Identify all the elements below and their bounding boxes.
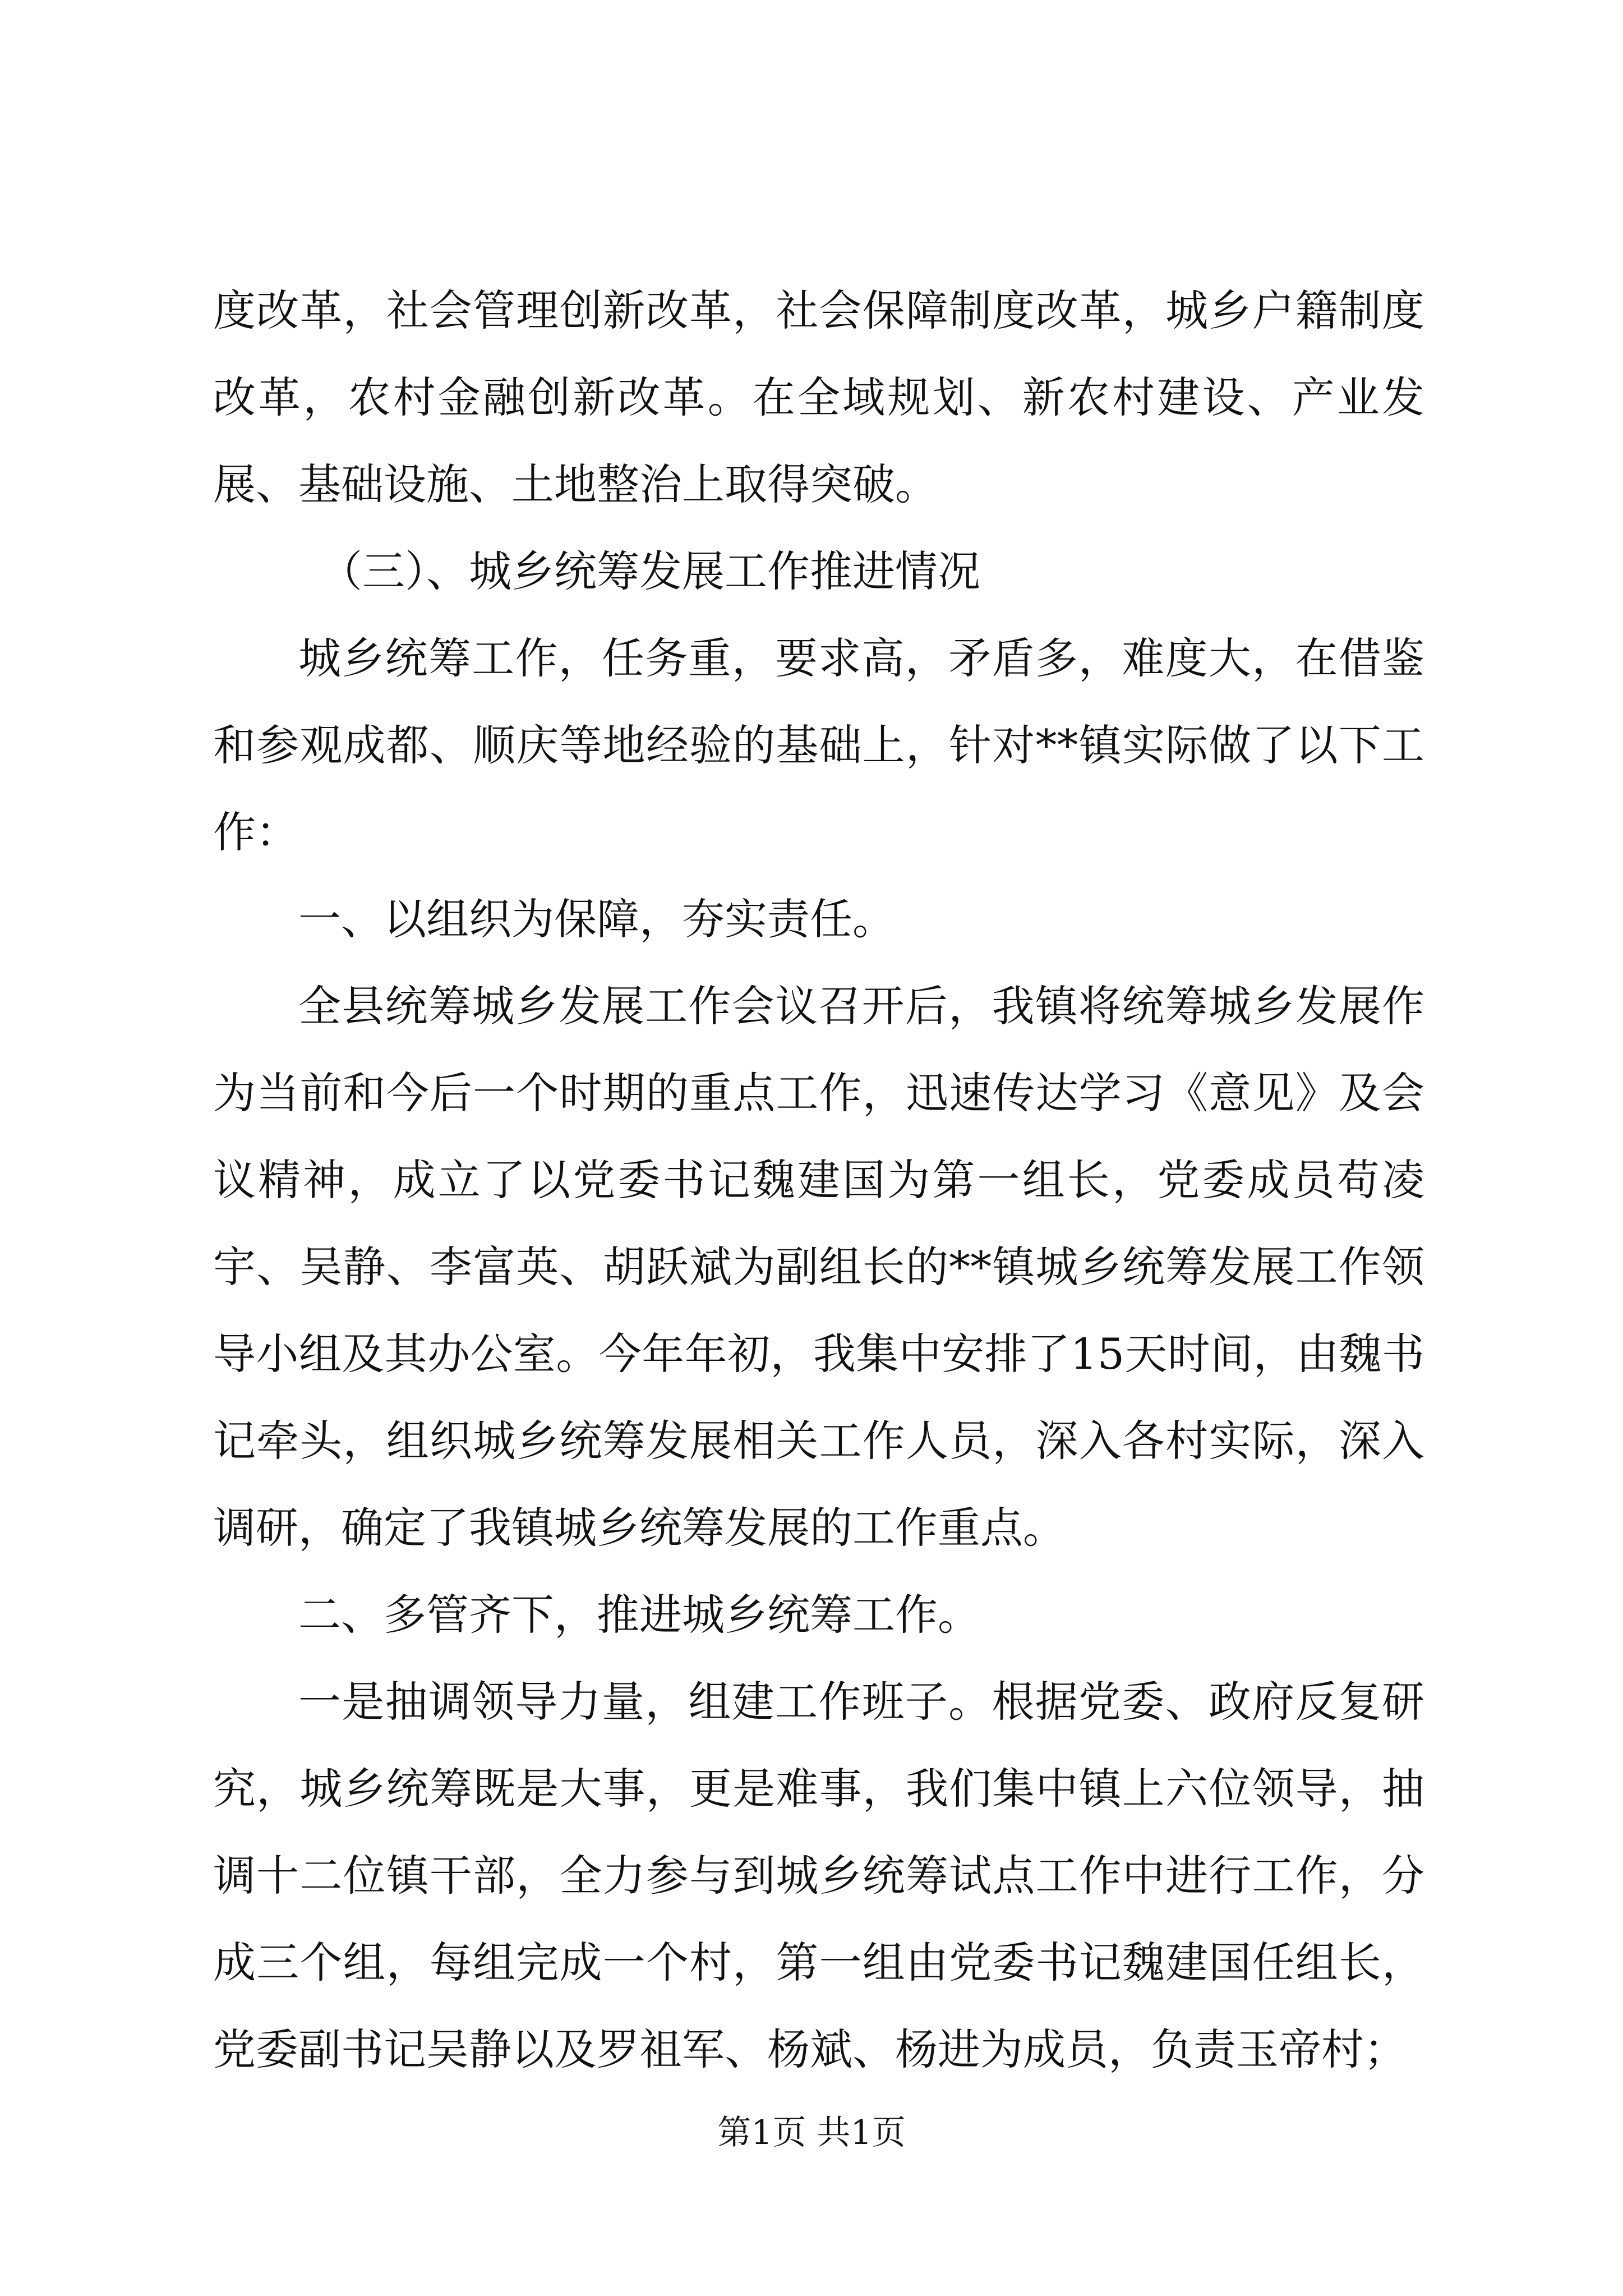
- paragraph-intro: 城乡统筹工作，任务重，要求高，矛盾多，难度大，在借鉴和参观成都、顺庆等地经验的基础上，针对**镇实际做了以下工作：: [213, 633, 1424, 857]
- subheading-organization: 一、以组织为保障，夯实责任。: [298, 894, 895, 944]
- paragraph-organization: 全县统筹城乡发展工作会议召开后，我镇将统筹城乡发展作为当前和今后一个时期的重点工作，迅速传达学习《意见》及会议精神，成立了以党委书记魏建国为第一组长，党委成员苟凌宇、吴静、李富英、胡跃斌为副组长的**镇城乡统筹发展工作领导小组及其办公室。今年年初，我集中安排了15天时间，由魏书记牵头，组织城乡统筹发展相关工作人员，深入各村实际，深入调研，确定了我镇城乡统筹发展的工作重点。: [213, 981, 1424, 1553]
- subheading-multi-measures: 二、多管齐下，推进城乡统筹工作。: [298, 1590, 980, 1640]
- document-body: [213, 267, 1424, 2093]
- paragraph-leadership-team: 一是抽调领导力量，组建工作班子。根据党委、政府反复研究，城乡统筹既是大事，更是难事，我们集中镇上六位领导，抽调十二位镇干部，全力参与到城乡统筹试点工作中进行工作，分成三个组，每组完成一个村，第一组由党委书记魏建国任组长，党委副书记吴静以及罗祖军、杨斌、杨进为成员，负责玉帝村；: [213, 1677, 1424, 2074]
- paragraph-reform-continuation: 度改革，社会管理创新改革，社会保障制度改革，城乡户籍制度改革，农村金融创新改革。在全域规划、新农村建设、产业发展、基础设施、土地整治上取得突破。: [213, 286, 1424, 509]
- page-footer: 第1页 共1页: [717, 2113, 906, 2152]
- section-heading-3: （三）、城乡统筹发展工作推进情况: [320, 546, 980, 596]
